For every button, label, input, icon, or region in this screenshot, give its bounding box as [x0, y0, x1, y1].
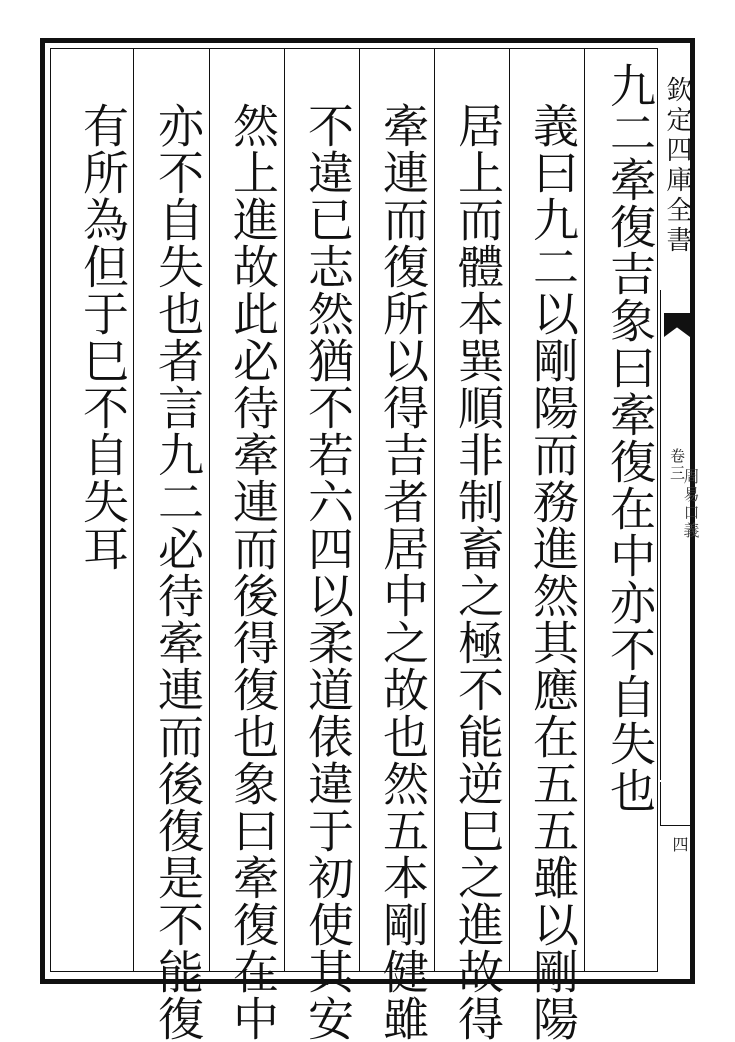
column-rule: [359, 48, 360, 972]
fish-tail-mark-icon: [664, 313, 690, 337]
text-column-6: 然上進故此必待牽連而後得復也象曰牽復在中: [226, 102, 280, 1042]
column-rule: [284, 48, 285, 972]
text-column-3: 居上而體本巽順非制畜之極不能逆巳之進故得: [451, 102, 505, 1042]
text-column-4: 牽連而復所以得吉者居中之故也然五本剛健雖: [376, 102, 430, 1042]
text-column-1: 九二牽復吉象曰牽復在中亦不自失也: [603, 62, 657, 814]
column-rule: [584, 48, 585, 972]
page-margin: [658, 48, 700, 972]
book-title: 周易口義: [681, 468, 700, 540]
text-column-2: 義曰九二以剛陽而務進然其應在五五雖以剛陽: [526, 102, 580, 1042]
column-rule: [209, 48, 210, 972]
page-number: 四: [670, 836, 689, 852]
column-rule: [509, 48, 510, 972]
volume-label: 卷三: [668, 448, 686, 482]
column-rule: [133, 48, 134, 972]
text-column-8: 有所為但于巳不自失耳: [76, 102, 130, 572]
margin-rule: [660, 290, 661, 780]
collection-title: 欽定四庫全書: [662, 76, 692, 256]
page-number-bracket: [660, 782, 694, 826]
text-column-7: 亦不自失也者言九二必待牽連而後復是不能復: [151, 102, 205, 1042]
column-rule: [434, 48, 435, 972]
text-column-5: 不違已志然猶不若六四以柔道俵違于初使其安: [301, 102, 355, 1042]
